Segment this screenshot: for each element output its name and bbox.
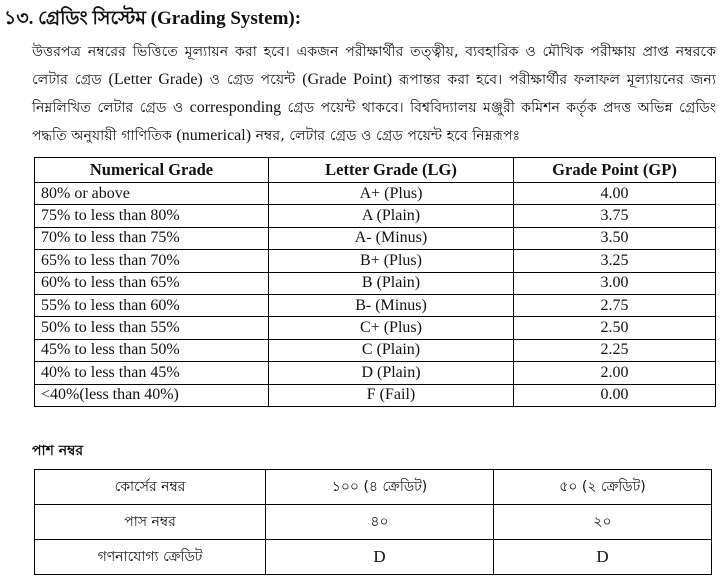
table-row: [35, 227, 716, 249]
para-text-2: ও গ্রেড পয়েন্ট: [209, 72, 296, 88]
numerical-grade-cell: 80% or above: [35, 183, 269, 205]
table-row: [35, 250, 716, 272]
section-heading-bn: ১৩. গ্রেডিং সিস্টেম: [4, 8, 146, 29]
pass-100-cell: ১০০ (৪ ক্রেডিট): [266, 470, 494, 505]
table-row: [35, 339, 716, 361]
table-row: [35, 384, 716, 406]
para-text-4: গ্রেড পয়েন্ট থাকবে। বিশ্ববিদ্যালয় মঞ্জুরী কমিশন কর্তৃক প্রদত্ত অভিন্ন গ্রেডিং পদ্ধতি অনুযায়ী গাণিতিক: [32, 100, 716, 144]
numerical-grade-cell: 65% to less than 70%: [35, 250, 269, 272]
letter-grade-cell: B (Plain): [269, 272, 514, 294]
para-numerical: (numerical): [176, 127, 252, 144]
header-grade-point: Grade Point (GP): [514, 158, 716, 183]
pass-label-cell: কোর্সের নম্বর: [35, 470, 266, 505]
pass-50-cell: ৫০ (২ ক্রেডিট): [494, 470, 712, 505]
numerical-grade-cell: 75% to less than 80%: [35, 205, 269, 227]
grade-point-cell: 4.00: [514, 183, 716, 205]
para-text-3: রূপান্তর করা হবে। পরীক্ষার্থীর ফলাফল মূল্যায়নের জন্য নিম্নলিখিত লেটার গ্রেড ও: [32, 72, 717, 116]
pass-marks-table: [34, 469, 712, 575]
letter-grade-cell: A+ (Plus): [269, 183, 514, 205]
pass-label-cell: পাস নম্বর: [35, 505, 266, 540]
table-row: [35, 294, 716, 316]
grading-table: [34, 157, 716, 407]
numerical-grade-cell: 50% to less than 55%: [35, 317, 269, 339]
pass-50-cell: ২০: [494, 505, 712, 540]
pass-50-cell: D: [494, 540, 712, 575]
grade-point-cell: 2.00: [514, 362, 716, 384]
letter-grade-cell: A- (Minus): [269, 227, 514, 249]
section-heading-en: (Grading System):: [150, 8, 302, 29]
para-grade-point: (Grade Point): [302, 71, 393, 88]
grade-point-cell: 2.25: [514, 339, 716, 361]
numerical-grade-cell: 40% to less than 45%: [35, 362, 269, 384]
table-row: [35, 540, 712, 575]
table-row: [35, 183, 716, 205]
table-row: [35, 317, 716, 339]
numerical-grade-cell: 70% to less than 75%: [35, 227, 269, 249]
table-row: [35, 505, 712, 540]
para-corresponding: corresponding: [189, 99, 282, 116]
grade-point-cell: 3.25: [514, 250, 716, 272]
grade-point-cell: 2.50: [514, 317, 716, 339]
letter-grade-cell: D (Plain): [269, 362, 514, 384]
grade-point-cell: 2.75: [514, 294, 716, 316]
grade-point-cell: 3.50: [514, 227, 716, 249]
para-text-5: নম্বর, লেটার গ্রেড ও গ্রেড পয়েন্ট হবে নিম্নরূপঃ: [255, 128, 521, 144]
header-numerical-grade: Numerical Grade: [35, 158, 269, 183]
numerical-grade-cell: 60% to less than 65%: [35, 272, 269, 294]
letter-grade-cell: C (Plain): [269, 339, 514, 361]
numerical-grade-cell: 55% to less than 60%: [35, 294, 269, 316]
table-row: [35, 272, 716, 294]
letter-grade-cell: B+ (Plus): [269, 250, 514, 272]
header-letter-grade: Letter Grade (LG): [269, 158, 514, 183]
grading-table-header: [35, 158, 716, 183]
grade-point-cell: 3.00: [514, 272, 716, 294]
letter-grade-cell: F (Fail): [269, 384, 514, 406]
grade-point-cell: 3.75: [514, 205, 716, 227]
pass-label-cell: গণনাযোগ্য ক্রেডিট: [35, 540, 266, 575]
table-row: [35, 362, 716, 384]
letter-grade-cell: A (Plain): [269, 205, 514, 227]
pass-marks-title: পাশ নম্বর: [32, 443, 84, 459]
intro-paragraph: [32, 38, 716, 150]
para-letter-grade: (Letter Grade): [108, 71, 203, 88]
para-text-1: উত্তরপত্র নম্বরের ভিত্তিতে মূল্যায়ন করা হবে। একজন পরীক্ষার্থীর তত্ত্বীয়, ব্যবহারিক ও মৌখিক পরীক্ষায় প্রাপ্ত নম্বরকে লেটার গ্রেড: [32, 44, 716, 88]
letter-grade-cell: C+ (Plus): [269, 317, 514, 339]
pass-100-cell: D: [266, 540, 494, 575]
numerical-grade-cell: <40%(less than 40%): [35, 384, 269, 406]
letter-grade-cell: B- (Minus): [269, 294, 514, 316]
pass-100-cell: ৪০: [266, 505, 494, 540]
numerical-grade-cell: 45% to less than 50%: [35, 339, 269, 361]
grade-point-cell: 0.00: [514, 384, 716, 406]
table-row: [35, 205, 716, 227]
section-heading: [4, 4, 301, 36]
table-row: [35, 470, 712, 505]
